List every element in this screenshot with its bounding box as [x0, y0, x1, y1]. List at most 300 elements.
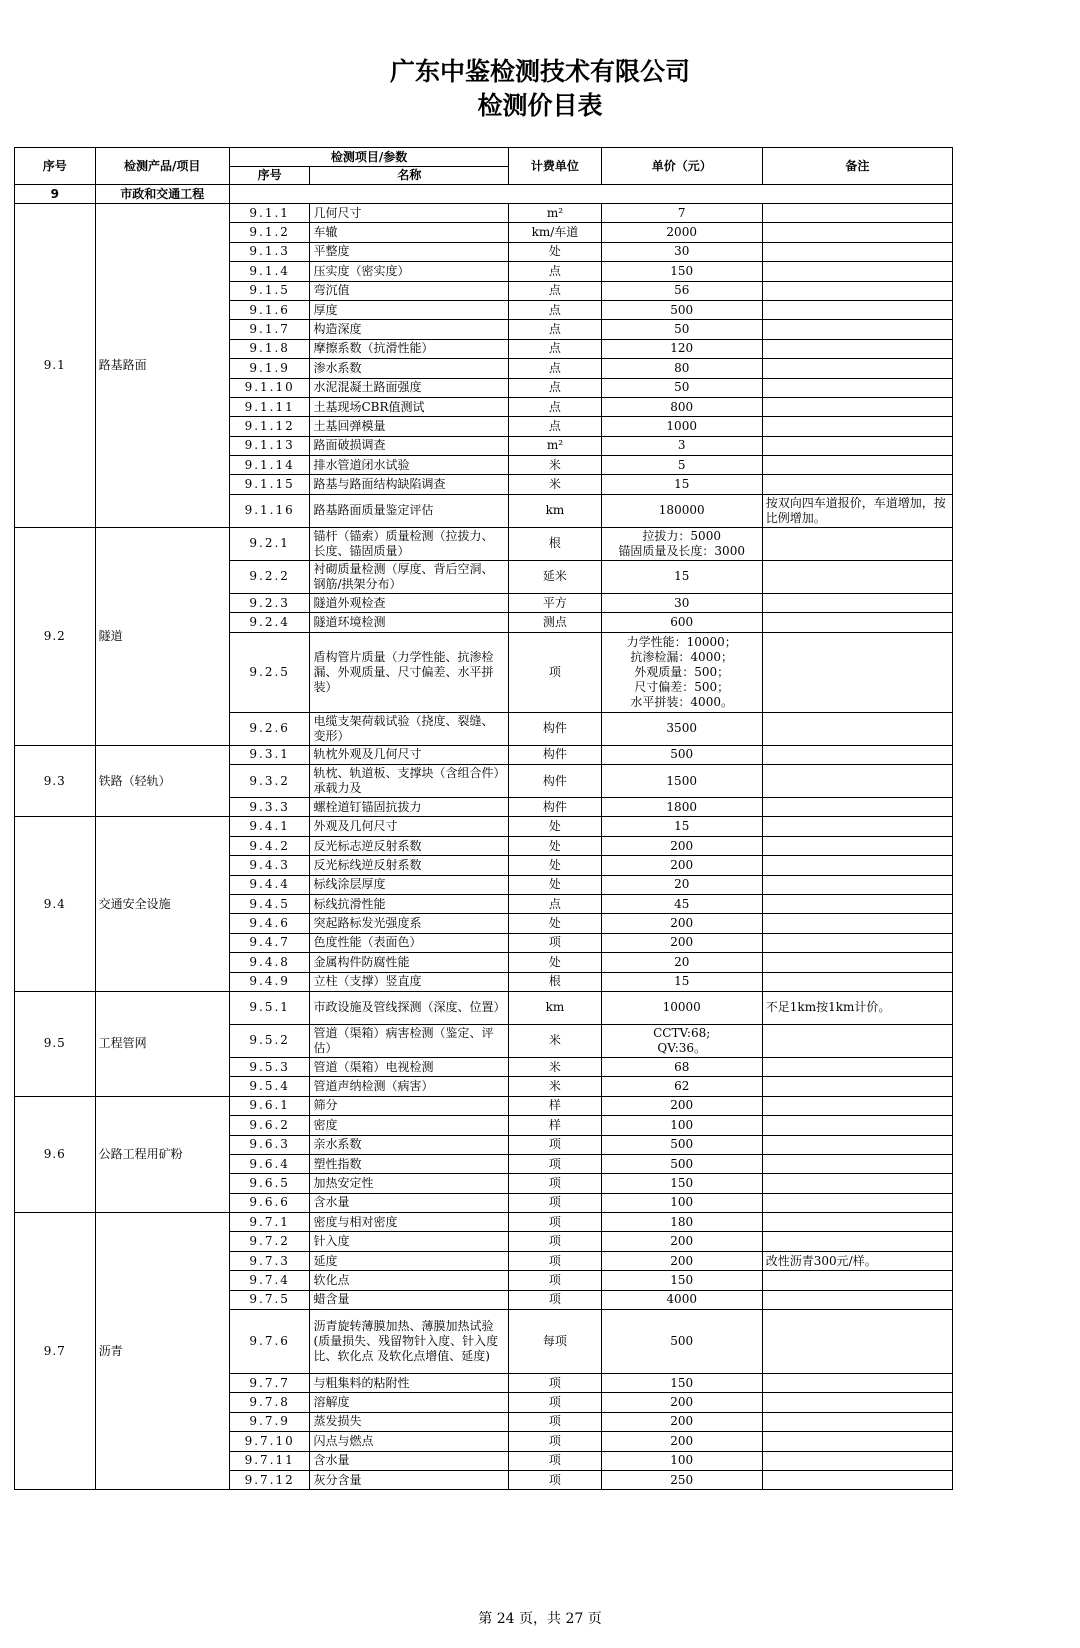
item-name: 构造深度 — [310, 320, 509, 339]
item-name: 外观及几何尺寸 — [310, 817, 509, 836]
item-no: 9.1.16 — [229, 494, 310, 527]
item-name: 标线抗滑性能 — [310, 894, 509, 913]
item-remark — [762, 560, 952, 593]
item-unit: 测点 — [509, 613, 601, 632]
item-unit: 点 — [509, 262, 601, 281]
item-name: 密度 — [310, 1116, 509, 1135]
item-no: 9.4.5 — [229, 894, 310, 913]
table-title: 检测价目表 — [477, 91, 603, 120]
item-remark — [762, 1470, 952, 1489]
item-price: 30 — [601, 593, 762, 612]
item-name: 厚度 — [310, 300, 509, 319]
item-price: 3 — [601, 436, 762, 455]
item-price: 1500 — [601, 765, 762, 798]
item-price: 500 — [601, 1135, 762, 1154]
item-remark — [762, 1024, 952, 1057]
item-price: 200 — [601, 914, 762, 933]
item-unit: 点 — [509, 359, 601, 378]
item-unit: 项 — [509, 933, 601, 952]
header-name: 名称 — [310, 167, 509, 185]
item-unit: 项 — [509, 1135, 601, 1154]
item-name: 反光标志逆反射系数 — [310, 836, 509, 855]
item-name: 压实度（密实度） — [310, 262, 509, 281]
item-no: 9.2.4 — [229, 613, 310, 632]
item-remark — [762, 475, 952, 494]
item-remark — [762, 1393, 952, 1412]
item-name: 衬砌质量检测（厚度、背后空洞、钢筋/拱架分布） — [310, 560, 509, 593]
item-no: 9.7.7 — [229, 1374, 310, 1393]
table-row — [15, 991, 953, 1024]
item-unit: 处 — [509, 836, 601, 855]
item-price: 180000 — [601, 494, 762, 527]
company-title: 广东中鉴检测技术有限公司 — [389, 57, 690, 86]
item-remark — [762, 972, 952, 991]
item-unit: 项 — [509, 1193, 601, 1212]
item-name: 螺栓道钉锚固抗拔力 — [310, 798, 509, 817]
group-no: 9.7 — [15, 1213, 96, 1490]
item-no: 9.1.6 — [229, 300, 310, 319]
item-name: 反光标线逆反射系数 — [310, 856, 509, 875]
item-name: 管道声纳检测（病害） — [310, 1077, 509, 1096]
item-unit: 处 — [509, 953, 601, 972]
item-name: 金属构件防腐性能 — [310, 953, 509, 972]
item-no: 9.1.10 — [229, 378, 310, 397]
item-price: 200 — [601, 1096, 762, 1115]
group-name: 隧道 — [95, 527, 229, 745]
item-unit: 项 — [509, 1432, 601, 1451]
item-remark — [762, 339, 952, 358]
item-price: 500 — [601, 300, 762, 319]
item-remark — [762, 1310, 952, 1374]
item-no: 9.7.8 — [229, 1393, 310, 1412]
item-name: 色度性能（表面色） — [310, 933, 509, 952]
item-remark — [762, 712, 952, 745]
item-price: 15 — [601, 972, 762, 991]
item-no: 9.1.4 — [229, 262, 310, 281]
group-no: 9.6 — [15, 1096, 96, 1212]
item-name: 渗水系数 — [310, 359, 509, 378]
item-name: 锚杆（锚索）质量检测（拉拔力、长度、锚固质量） — [310, 527, 509, 560]
item-name: 管道（渠箱）病害检测（鉴定、评估） — [310, 1024, 509, 1057]
item-unit: 项 — [509, 1412, 601, 1431]
item-no: 9.6.3 — [229, 1135, 310, 1154]
item-remark — [762, 281, 952, 300]
item-no: 9.7.4 — [229, 1271, 310, 1290]
item-no: 9.4.4 — [229, 875, 310, 894]
item-unit: 米 — [509, 1024, 601, 1057]
price-table — [14, 147, 953, 1490]
item-unit: 项 — [509, 1154, 601, 1173]
item-unit: 项 — [509, 1374, 601, 1393]
item-name: 隧道外观检查 — [310, 593, 509, 612]
item-price: 120 — [601, 339, 762, 358]
item-unit: 点 — [509, 397, 601, 416]
item-price: 62 — [601, 1077, 762, 1096]
item-unit: 点 — [509, 300, 601, 319]
table-row — [15, 1213, 953, 1232]
item-unit: 平方 — [509, 593, 601, 612]
item-name: 针入度 — [310, 1232, 509, 1251]
item-remark — [762, 593, 952, 612]
item-remark — [762, 1432, 952, 1451]
item-price: 600 — [601, 613, 762, 632]
item-price: 200 — [601, 933, 762, 952]
item-remark — [762, 242, 952, 261]
item-remark — [762, 397, 952, 416]
item-remark — [762, 1374, 952, 1393]
item-price: 150 — [601, 1174, 762, 1193]
group-no: 9.1 — [15, 204, 96, 528]
item-name: 土基现场CBR值测试 — [310, 397, 509, 416]
item-no: 9.7.6 — [229, 1310, 310, 1374]
header-product: 检测产品/项目 — [95, 148, 229, 185]
item-unit: 项 — [509, 1451, 601, 1470]
item-no: 9.4.1 — [229, 817, 310, 836]
item-price: 50 — [601, 320, 762, 339]
item-remark — [762, 1412, 952, 1431]
item-unit: 米 — [509, 1057, 601, 1076]
item-remark — [762, 1290, 952, 1309]
item-unit: 米 — [509, 1077, 601, 1096]
item-name: 路基路面质量鉴定评估 — [310, 494, 509, 527]
item-no: 9.2.3 — [229, 593, 310, 612]
item-unit: 项 — [509, 1251, 601, 1270]
item-no: 9.1.2 — [229, 223, 310, 242]
item-remark — [762, 1057, 952, 1076]
item-price: 200 — [601, 836, 762, 855]
item-remark — [762, 436, 952, 455]
item-unit: 点 — [509, 894, 601, 913]
item-remark — [762, 527, 952, 560]
item-no: 9.6.5 — [229, 1174, 310, 1193]
item-name: 突起路标发光强度系 — [310, 914, 509, 933]
item-price: 500 — [601, 745, 762, 764]
item-name: 溶解度 — [310, 1393, 509, 1412]
item-price: 68 — [601, 1057, 762, 1076]
item-remark — [762, 914, 952, 933]
item-no: 9.4.6 — [229, 914, 310, 933]
group-name: 沥青 — [95, 1213, 229, 1490]
item-remark — [762, 613, 952, 632]
item-unit: 样 — [509, 1096, 601, 1115]
item-unit: 构件 — [509, 745, 601, 764]
item-price: 56 — [601, 281, 762, 300]
item-no: 9.4.9 — [229, 972, 310, 991]
table-row — [15, 527, 953, 560]
item-unit: m² — [509, 436, 601, 455]
item-remark — [762, 1077, 952, 1096]
item-no: 9.1.3 — [229, 242, 310, 261]
item-unit: 点 — [509, 417, 601, 436]
item-remark — [762, 320, 952, 339]
item-name: 亲水系数 — [310, 1135, 509, 1154]
item-unit: 构件 — [509, 798, 601, 817]
item-no: 9.7.5 — [229, 1290, 310, 1309]
item-unit: 每项 — [509, 1310, 601, 1374]
item-name: 筛分 — [310, 1096, 509, 1115]
item-price: 150 — [601, 1374, 762, 1393]
item-unit: 项 — [509, 1232, 601, 1251]
item-price: 15 — [601, 560, 762, 593]
item-price: 20 — [601, 953, 762, 972]
item-price: 2000 — [601, 223, 762, 242]
item-price: 15 — [601, 817, 762, 836]
item-price: 5 — [601, 456, 762, 475]
item-no: 9.7.9 — [229, 1412, 310, 1431]
item-price: 200 — [601, 1393, 762, 1412]
item-unit: 处 — [509, 914, 601, 933]
item-price: 30 — [601, 242, 762, 261]
item-name: 轨枕、轨道板、支撑块（含组合件）承载力及 — [310, 765, 509, 798]
table-row — [15, 817, 953, 836]
item-price: 拉拔力：5000 锚固质量及长度：3000 — [601, 527, 762, 560]
item-no: 9.4.8 — [229, 953, 310, 972]
item-price: 80 — [601, 359, 762, 378]
item-no: 9.4.3 — [229, 856, 310, 875]
item-unit: 点 — [509, 281, 601, 300]
item-no: 9.5.4 — [229, 1077, 310, 1096]
item-remark — [762, 417, 952, 436]
item-name: 电缆支架荷载试验（挠度、裂缝、变形） — [310, 712, 509, 745]
item-name: 几何尺寸 — [310, 204, 509, 223]
item-price: CCTV:68; QV:36。 — [601, 1024, 762, 1057]
item-price: 200 — [601, 1251, 762, 1270]
item-price: 180 — [601, 1213, 762, 1232]
item-remark — [762, 933, 952, 952]
item-no: 9.2.1 — [229, 527, 310, 560]
item-unit: 根 — [509, 527, 601, 560]
item-no: 9.1.13 — [229, 436, 310, 455]
item-name: 密度与相对密度 — [310, 1213, 509, 1232]
item-no: 9.1.8 — [229, 339, 310, 358]
item-remark: 按双向四车道报价，车道增加，按比例增加。 — [762, 494, 952, 527]
item-unit: 处 — [509, 875, 601, 894]
item-name: 立柱（支撑）竖直度 — [310, 972, 509, 991]
table-row — [15, 204, 953, 223]
item-price: 250 — [601, 1470, 762, 1489]
item-unit: 处 — [509, 817, 601, 836]
item-no: 9.3.2 — [229, 765, 310, 798]
group-no: 9.2 — [15, 527, 96, 745]
item-unit: 项 — [509, 632, 601, 712]
item-no: 9.7.3 — [229, 1251, 310, 1270]
item-no: 9.7.10 — [229, 1432, 310, 1451]
item-name: 蒸发损失 — [310, 1412, 509, 1431]
item-remark — [762, 798, 952, 817]
item-price: 50 — [601, 378, 762, 397]
item-remark — [762, 1271, 952, 1290]
item-no: 9.5.1 — [229, 991, 310, 1024]
item-price: 3500 — [601, 712, 762, 745]
item-price: 1800 — [601, 798, 762, 817]
item-name: 延度 — [310, 1251, 509, 1270]
item-remark — [762, 262, 952, 281]
item-remark — [762, 836, 952, 855]
item-no: 9.1.11 — [229, 397, 310, 416]
item-price: 200 — [601, 856, 762, 875]
item-no: 9.1.12 — [229, 417, 310, 436]
item-unit: 处 — [509, 856, 601, 875]
item-remark — [762, 817, 952, 836]
item-name: 路基与路面结构缺陷调查 — [310, 475, 509, 494]
item-price: 20 — [601, 875, 762, 894]
item-name: 含水量 — [310, 1451, 509, 1470]
item-no: 9.6.4 — [229, 1154, 310, 1173]
item-no: 9.5.3 — [229, 1057, 310, 1076]
item-no: 9.4.2 — [229, 836, 310, 855]
item-name: 路面破损调查 — [310, 436, 509, 455]
header-remark: 备注 — [762, 148, 952, 185]
item-unit: 项 — [509, 1174, 601, 1193]
item-unit: m² — [509, 204, 601, 223]
item-no: 9.6.2 — [229, 1116, 310, 1135]
item-price: 100 — [601, 1116, 762, 1135]
item-name: 管道（渠箱）电视检测 — [310, 1057, 509, 1076]
item-remark — [762, 456, 952, 475]
item-unit: 点 — [509, 320, 601, 339]
item-name: 平整度 — [310, 242, 509, 261]
item-unit: 米 — [509, 456, 601, 475]
item-unit: km — [509, 494, 601, 527]
group-no: 9.4 — [15, 817, 96, 992]
header-params: 检测项目/参数 — [229, 148, 508, 167]
item-remark — [762, 875, 952, 894]
item-price: 4000 — [601, 1290, 762, 1309]
item-no: 9.2.2 — [229, 560, 310, 593]
item-no: 9.1.15 — [229, 475, 310, 494]
item-remark: 改性沥青300元/样。 — [762, 1251, 952, 1270]
header-seq: 序号 — [15, 148, 96, 185]
table-row — [15, 1096, 953, 1115]
item-price: 10000 — [601, 991, 762, 1024]
item-price: 200 — [601, 1232, 762, 1251]
item-no: 9.1.14 — [229, 456, 310, 475]
group-no: 9.3 — [15, 745, 96, 817]
item-name: 灰分含量 — [310, 1470, 509, 1489]
item-remark — [762, 632, 952, 712]
item-unit: 处 — [509, 242, 601, 261]
item-remark — [762, 300, 952, 319]
item-name: 蜡含量 — [310, 1290, 509, 1309]
item-remark — [762, 894, 952, 913]
category-no: 9 — [15, 185, 96, 204]
item-no: 9.3.3 — [229, 798, 310, 817]
group-name: 工程管网 — [95, 991, 229, 1096]
category-filler — [229, 185, 952, 204]
item-unit: 项 — [509, 1470, 601, 1489]
item-no: 9.2.6 — [229, 712, 310, 745]
item-unit: 点 — [509, 339, 601, 358]
item-no: 9.3.1 — [229, 745, 310, 764]
item-name: 轨枕外观及几何尺寸 — [310, 745, 509, 764]
item-remark — [762, 856, 952, 875]
header-sub-seq: 序号 — [229, 167, 310, 185]
header-unit: 计费单位 — [509, 148, 601, 185]
page-footer: 第 24 页，共 27 页 — [478, 1611, 602, 1627]
item-price: 7 — [601, 204, 762, 223]
item-remark — [762, 378, 952, 397]
item-unit: 点 — [509, 378, 601, 397]
item-no: 9.7.1 — [229, 1213, 310, 1232]
item-price: 力学性能：10000； 抗渗检漏：4000； 外观质量：500； 尺寸偏差：500； 水平拼装：4000。 — [601, 632, 762, 712]
item-remark — [762, 1174, 952, 1193]
item-no: 9.6.6 — [229, 1193, 310, 1212]
item-price: 1000 — [601, 417, 762, 436]
item-remark — [762, 223, 952, 242]
item-name: 排水管道闭水试验 — [310, 456, 509, 475]
item-price: 150 — [601, 1271, 762, 1290]
item-unit: 延米 — [509, 560, 601, 593]
item-no: 9.1.1 — [229, 204, 310, 223]
item-remark — [762, 359, 952, 378]
item-remark — [762, 745, 952, 764]
item-name: 加热安定性 — [310, 1174, 509, 1193]
item-remark — [762, 1135, 952, 1154]
item-name: 塑性指数 — [310, 1154, 509, 1173]
item-no: 9.5.2 — [229, 1024, 310, 1057]
item-no: 9.6.1 — [229, 1096, 310, 1115]
item-unit: 项 — [509, 1271, 601, 1290]
group-name: 路基路面 — [95, 204, 229, 528]
item-no: 9.7.11 — [229, 1451, 310, 1470]
item-price: 150 — [601, 262, 762, 281]
item-unit: km/车道 — [509, 223, 601, 242]
item-price: 800 — [601, 397, 762, 416]
item-price: 200 — [601, 1412, 762, 1431]
item-name: 软化点 — [310, 1271, 509, 1290]
item-name: 与粗集料的粘附性 — [310, 1374, 509, 1393]
item-remark — [762, 204, 952, 223]
item-name: 闪点与燃点 — [310, 1432, 509, 1451]
table-row — [15, 745, 953, 764]
item-remark — [762, 1232, 952, 1251]
group-name: 交通安全设施 — [95, 817, 229, 992]
item-remark — [762, 1213, 952, 1232]
item-unit: 构件 — [509, 712, 601, 745]
item-no: 9.2.5 — [229, 632, 310, 712]
item-name: 沥青旋转薄膜加热、薄膜加热试验(质量损失、残留物针入度、针入度比、软化点 及软化点增值、延度) — [310, 1310, 509, 1374]
item-no: 9.4.7 — [229, 933, 310, 952]
item-unit: 根 — [509, 972, 601, 991]
item-unit: 构件 — [509, 765, 601, 798]
item-unit: 米 — [509, 475, 601, 494]
item-remark — [762, 1154, 952, 1173]
header-price: 单价（元） — [601, 148, 762, 185]
item-no: 9.1.7 — [229, 320, 310, 339]
item-remark — [762, 953, 952, 972]
item-price: 45 — [601, 894, 762, 913]
group-name: 公路工程用矿粉 — [95, 1096, 229, 1212]
item-no: 9.7.2 — [229, 1232, 310, 1251]
item-no: 9.7.12 — [229, 1470, 310, 1489]
item-name: 车辙 — [310, 223, 509, 242]
item-unit: km — [509, 991, 601, 1024]
item-name: 含水量 — [310, 1193, 509, 1212]
item-name: 标线涂层厚度 — [310, 875, 509, 894]
group-no: 9.5 — [15, 991, 96, 1096]
item-unit: 项 — [509, 1290, 601, 1309]
item-remark — [762, 1193, 952, 1212]
item-name: 盾构管片质量（力学性能、抗渗检漏、外观质量、尺寸偏差、水平拼装） — [310, 632, 509, 712]
item-remark — [762, 1096, 952, 1115]
item-name: 土基回弹模量 — [310, 417, 509, 436]
item-name: 市政设施及管线探测（深度、位置） — [310, 991, 509, 1024]
item-name: 弯沉值 — [310, 281, 509, 300]
item-remark — [762, 1451, 952, 1470]
item-name: 摩擦系数（抗滑性能） — [310, 339, 509, 358]
item-price: 500 — [601, 1310, 762, 1374]
item-unit: 项 — [509, 1393, 601, 1412]
